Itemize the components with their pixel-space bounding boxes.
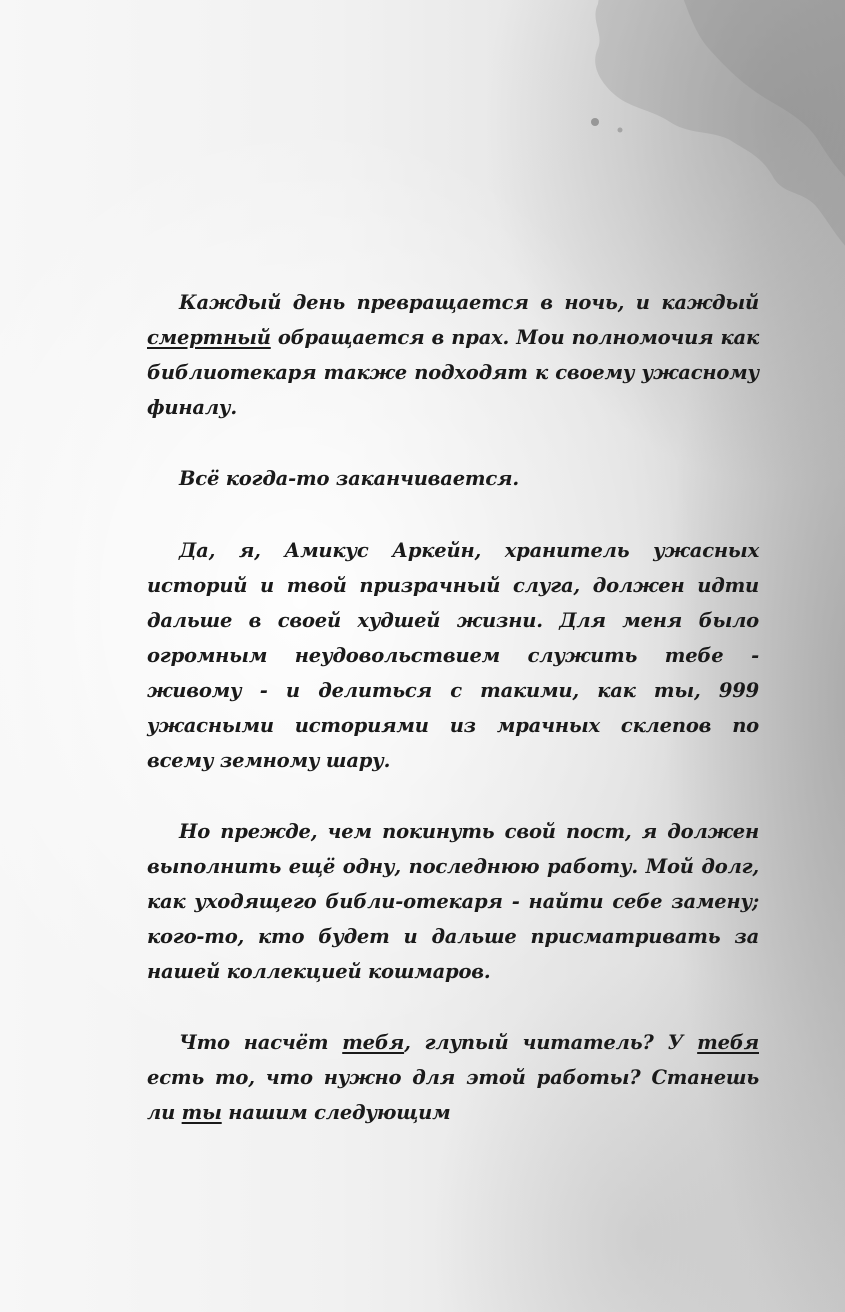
p5-text-3: есть то, что нужно для этой работы? Станешь ли <box>147 1066 759 1124</box>
p5-underlined-word-3: ты <box>181 1101 222 1124</box>
p5-underlined-word-1: тебя <box>342 1031 405 1054</box>
p5-text-2: , глупый читатель? У <box>404 1031 698 1054</box>
paragraph-5 <box>147 1025 759 1130</box>
stain-decoration <box>560 0 845 270</box>
p1-text-2: обращается в прах. Мои полномочия как библиотекаря также подходят к своему ужасному финалу. <box>147 326 759 419</box>
p5-text-1: Что насчёт <box>179 1031 343 1054</box>
paragraph-1 <box>147 285 759 425</box>
p3-text-1: Да, я, Амикус Аркейн, хранитель ужасных историй и твой призрачный слуга, должен идти дальше в своей худшей жизни. Для меня было огромным неудовольствием служить тебе - живому - и делиться с такими, как ты, 999 ужасными историями из мрачных склепов по всему земному шару. <box>147 539 759 772</box>
paragraph-3 <box>147 533 759 778</box>
paragraph-4 <box>147 814 759 989</box>
p5-text-4: нашим следующим <box>221 1101 451 1124</box>
p5-underlined-word-2: тебя <box>697 1031 759 1054</box>
p1-underlined-word: смертный <box>147 326 271 349</box>
p1-text-1: Каждый день превращается в ночь, и каждый <box>179 291 759 314</box>
p4-text-1: Но прежде, чем покинуть свой пост, я должен выполнить ещё одну, последнюю работу. Мой долг, как уходящего библи-отекаря - найти себе замену; кого-то, кто будет и дальше присматривать за нашей коллекцией кошмаров. <box>147 820 759 983</box>
paragraph-2 <box>147 461 759 496</box>
story-text <box>147 285 759 1166</box>
p2-text-1: Всё когда-то заканчивается. <box>179 467 519 490</box>
